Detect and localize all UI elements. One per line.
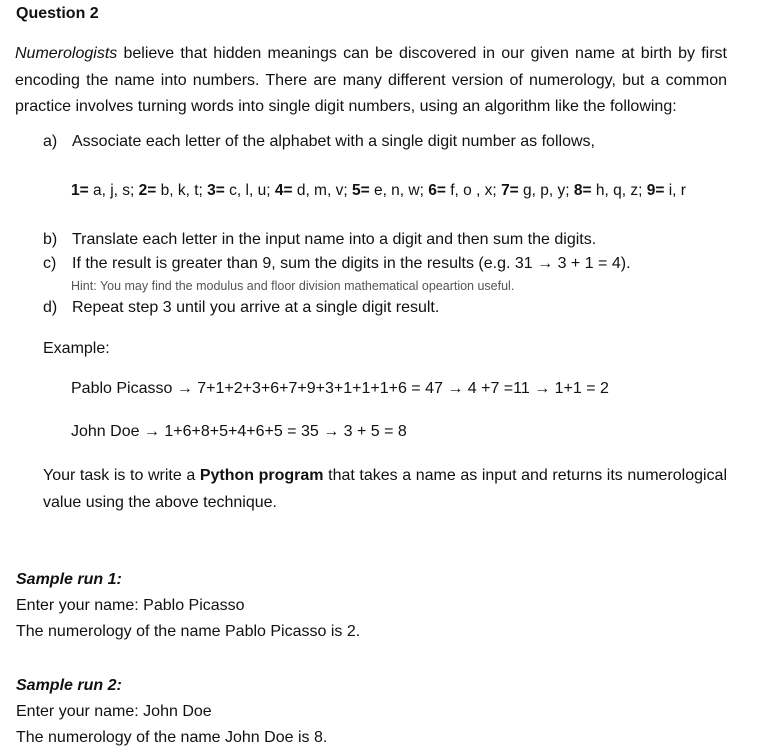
mapping-letters-3: c, l, u; [224,182,275,199]
mapping-num-2: 2= [138,182,157,199]
mapping-letters-1: a, j, s; [88,182,139,199]
mapping-num-5: 5= [351,182,370,199]
step-c-label: c) [43,255,57,272]
mapping-letters-8: h, q, z; [591,182,647,199]
step-b-text: Translate each letter in the input name into a digit and then sum the digits. [72,231,597,248]
mapping-num-8: 8= [573,182,592,199]
example-line-2: John Doe → 1+6+8+5+4+6+5 = 35 → 3 + 5 = 8 [71,423,407,440]
intro-paragraph [15,41,727,121]
task-bold: Python program [199,467,324,484]
step-d-text: Repeat step 3 until you arrive at a single digit result. [72,299,440,316]
step-b-label: b) [43,231,58,248]
intro-lead-word: Numerologists [15,45,118,62]
mapping-num-6: 6= [428,182,446,199]
mapping-letters-7: g, p, y; [518,182,574,199]
step-a-label: a) [43,133,58,150]
step-a [43,133,595,151]
mapping-num-7: 7= [501,182,519,199]
sample-run-2-heading: Sample run 2: [16,677,122,694]
example-line-1: Pablo Picasso → 7+1+2+3+6+7+9+3+1+1+1+6 = 47 → 4 +7 =11 → 1+1 = 2 [71,380,609,397]
mapping-letters-9: i, r [664,182,686,199]
sample-run-2-input: Enter your name: John Doe [16,703,212,720]
question-title: Question 2 [16,5,99,22]
mapping-letters-5: e, n, w; [369,182,429,199]
sample-run-1-heading: Sample run 1: [16,571,122,588]
hint-text: Hint: You may find the modulus and floor division mathematical opeartion useful. [71,279,515,293]
example-label: Example: [43,340,110,357]
mapping-letters-4: d, m, v; [292,182,352,199]
step-d-label: d) [43,299,58,316]
mapping-num-1: 1= [71,182,89,199]
step-a-text: Associate each letter of the alphabet with a single digit number as follows, [72,133,595,150]
sample-run-1-input: Enter your name: Pablo Picasso [16,597,245,614]
task-before: Your task is to write a [43,467,200,484]
sample-run-2-output: The numerology of the name John Doe is 8. [16,729,328,746]
letter-mapping [71,182,686,200]
mapping-letters-6: f, o , x; [445,182,502,199]
task-after: that takes a name as input and returns its numerological value using the above technique. [43,467,728,511]
step-d [43,299,439,317]
mapping-num-4: 4= [274,182,293,199]
task-paragraph [43,462,727,516]
step-b [43,231,596,249]
step-c-text: If the result is greater than 9, sum the digits in the results (e.g. 31 → 3 + 1 = 4). [72,255,631,272]
step-c [43,255,631,273]
sample-run-1-output: The numerology of the name Pablo Picasso is 2. [16,623,361,640]
intro-text: believe that hidden meanings can be discovered in our given name at birth by first encoding the name into numbers. There are many different version of numerology, but a common practice involves turning words into single digit numbers, using an algorithm like the following: [15,45,727,115]
mapping-letters-2: b, k, t; [156,182,208,199]
mapping-num-3: 3= [207,182,225,199]
mapping-num-9: 9= [646,182,665,199]
